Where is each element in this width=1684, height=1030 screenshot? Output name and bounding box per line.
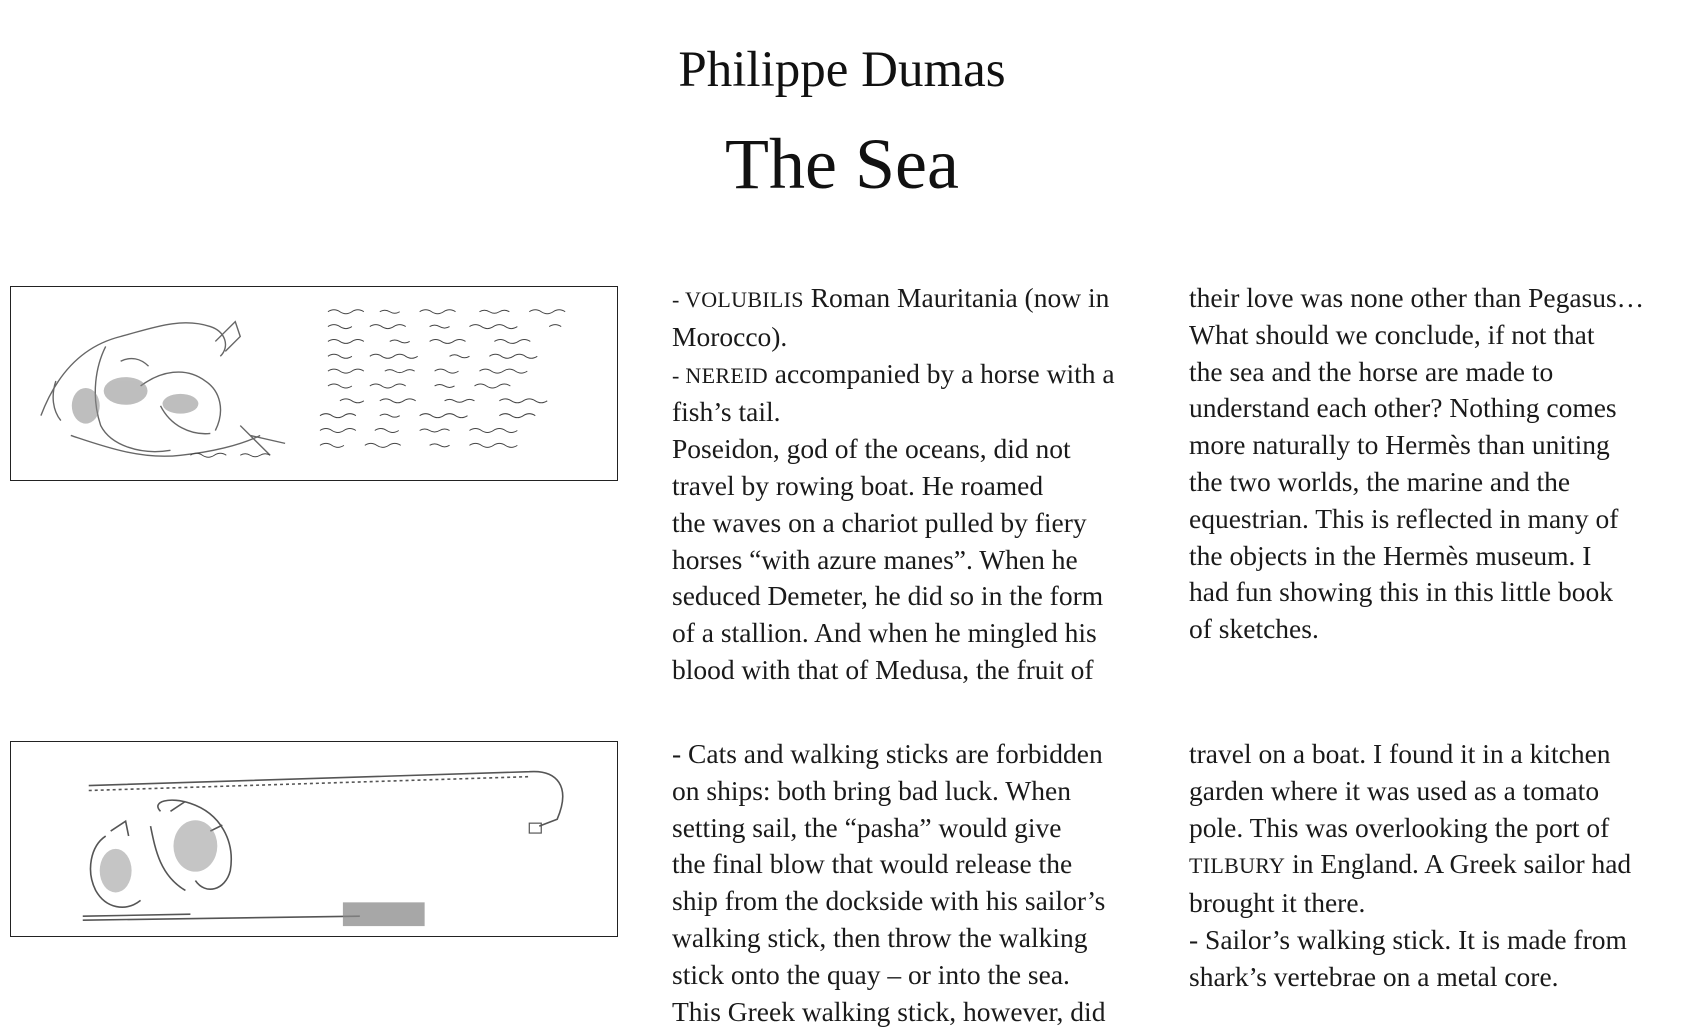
tilbury-text-2: in England. A Greek sailor had brought it there. - Sailor’s walking stick. It is made from shark’s vertebrae on a metal core. [1189,848,1632,992]
tilbury-label: TILBURY [1189,853,1286,879]
page-title: The Sea [725,124,959,204]
sketch-figure-walking-stick [10,741,618,937]
volubilis-line [672,280,1152,356]
nereid-label: - NEREID [672,362,768,388]
walking-stick-sketch-icon [11,742,617,936]
text-column-2-1 [672,736,1152,1030]
walking-stick-paragraph: - Cats and walking sticks are forbidden on ships: both bring bad luck. When setting sail, the “pasha” would give the final blow that would release the ship from the dockside with his sailor’s walking stick, then throw the walking stick onto the quay – or into the sea. This Greek walking stick, however, did [672,738,1106,1027]
text-column-1-2 [1189,280,1679,648]
volubilis-text: Roman Mauritania (now in Morocco). [672,282,1110,352]
nereid-text: accompanied by a horse with a fish’s tail. [672,357,1115,428]
volubilis-label: - VOLUBILIS [672,287,804,312]
sketch-figure-nereid [10,286,618,481]
text-column-1-1 [672,280,1152,689]
tilbury-text-1: travel on a boat. I found it in a kitchen garden where it was used as a tomato pole. This was overlooking the port of [1189,738,1611,843]
pegasus-paragraph: their love was none other than Pegasus… What should we conclude, if not that the sea and the horse are made to understand each other? Nothing comes more naturally to Hermès than uniting the two worlds, the marine and the equestrian. This is reflected in many of the objects in the Hermès museum. I had fun showing this in this little book of sketches. [1189,282,1645,645]
nereid-line [672,356,1152,432]
horse-and-nereid-sketch-icon [11,287,617,480]
tilbury-paragraph [1189,736,1679,996]
author-name: Philippe Dumas [678,42,1006,98]
text-column-2-2 [1189,736,1679,996]
poseidon-paragraph: Poseidon, god of the oceans, did not travel by rowing boat. He roamed the waves on a chariot pulled by fiery horses “with azure manes”. When he seduced Demeter, he did so in the form of a stallion. And when he mingled his blood with that of Medusa, the fruit of [672,433,1104,685]
